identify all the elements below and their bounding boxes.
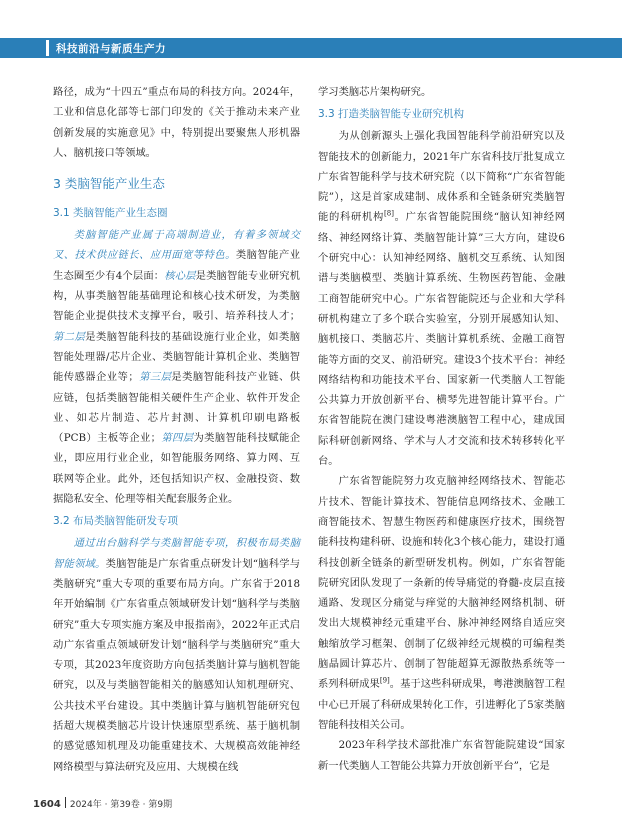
page-footer xyxy=(33,797,172,810)
paragraph: 类脑智能产业属于高端制造业，有着多领域交叉、技术供应链长、应用面宽等特色。类脑智能产业生态圈至少有4个层面：核心层是类脑智能专业研究机构，从事类脑智能基础理论和核心技术研发，为类脑智能企业提供技术支撑平台，吸引、培养科技人才；第二层是类脑智能科技的基础设施行业企业，如类脑智能处理器/芯片企业、类脑智能计算机企业、类脑智能传感器企业等；第三层是类脑智能科技产业链、供应链，包括类脑智能相关硬件生产企业、软件开发企业、如芯片制造、芯片封测、计算机印刷电路板（PCB）主板等企业；第四层为类脑智能科技赋能企业，即应用行业企业，如智能服务网络、算力网、互联网等企业。此外，还包括知识产权、金融投资、数据隐私安全、伦理等相关配套服务企业。 xyxy=(53,229,301,506)
right-column xyxy=(318,82,565,776)
footer-divider xyxy=(65,797,66,808)
paragraph: 为从创新源头上强化我国智能科学前沿研究以及智能技术的创新能力，2021年广东省科技厅批复成立广东省智能科学与技术研究院（以下简称“广东省智能院”），这是首家成建制、成体系和全链条研究类脑智能的科研机构[8]。广东省智能院围绕“脑认知神经网络、神经网络计算、类脑智能计算”三大方向，建设6个研究中心：认知神经网络、脑机交互系统、认知图谱与类脑模型、类脑计算系统、生物医药智能、金融工商智能研究中心。广东省智能院还与企业和大学科研机构建立了多个联合实验室，分别开展感知认知、脑机接口、类脑芯片、类脑计算机系统、金融工商智能等方面的交叉、前沿研究。建设3个技术平台：神经网络结构和功能技术平台、国家新一代类脑人工智能公共算力开放创新平台、横琴先进智能计算平台。广东省智能院在澳门建设粤港澳脑智工程中心，建成国际科研创新网络、学术与人才交流和技术转移转化平台。 xyxy=(318,130,565,468)
lead-sentence: 通过出台脑科学与类脑智能专项，积极布局类脑智能领域。 xyxy=(53,537,300,570)
citation-ref: [8] xyxy=(384,210,394,219)
running-header xyxy=(0,0,622,58)
layer-label: 第四层 xyxy=(160,432,194,445)
paragraph: 广东省智能院努力攻克脑神经网络技术、智能芯片技术、智能计算技术、智能信息网络技术、金融工商智能技术、智慧生物医药和健康医疗技术，围绕智能科技构建科研、设施和转化3个核心能力，建设打通科技创新全链条的新型研发机构。例如，广东省智能院研究团队发现了一条新的传导痛觉的脊髓-皮层直接通路、发现区分痛觉与痒觉的大脑神经网络机制、研发出大规模神经元重建平台、脉冲神经网络自适应突触缩放学习框架、创制了亿级神经元规模的可编程类脑晶圆计算芯片、创制了智能超算无源散热系统等一系列科研成果[9]。基于这些科研成果，粤港澳脑智工程中心已开展了科研成果转化工作，引进孵化了5家类脑智能科技相关公司。 xyxy=(318,475,566,731)
running-title: 科技前沿与新质生产力 xyxy=(56,43,166,55)
paragraph: 路径，成为“十四五”重点布局的科技方向。2024年，工业和信息化部等七部门印发的《关于推动未来产业创新发展的实施意见》中，特别提出要聚焦人形机器人、脑机接口等领域。 xyxy=(53,86,300,159)
subsection-heading: 3.2 布局类脑智能研发专项 xyxy=(53,515,179,528)
paragraph: 通过出台脑科学与类脑智能专项，积极布局类脑智能领域。类脑智能是广东省重点研发计划“脑科学与类脑研究”重大专项的重要布局方向。广东省于2018年开始编制《广东省重点领域研发计划“脑科学与类脑研究”重大专项实施方案及申报指南》，2022年正式启动广东省重点领域研发计划“脑科学与类脑研究”重大专项，其2023年度资助方向包括类脑计算与脑机智能研究，以及与类脑智能相关的脑感知认知机理研究、公共技术平台建设。其中类脑计算与脑机智能研究包括超大规模类脑芯片设计快速原型系统、基于脑机制的感觉感知机理及功能重建技术、大规模高效能神经网络模型与算法研究及应用、大规模在线 xyxy=(53,537,301,773)
header-tick xyxy=(46,40,49,56)
paragraph: 2023年科学技术部批准广东省智能院建设“国家新一代类脑人工智能公共算力开放创新平台”，它是 xyxy=(318,739,565,772)
left-column xyxy=(53,82,300,777)
issue-info: 2024年 · 第39卷 · 第9期 xyxy=(69,800,173,810)
section-heading: 3 类脑智能产业生态 xyxy=(53,176,165,192)
layer-label: 第二层 xyxy=(53,330,86,343)
layer-label: 核心层 xyxy=(164,269,196,282)
citation-ref: [9] xyxy=(379,676,390,685)
subsection-heading: 3.1 类脑智能产业生态圈 xyxy=(53,207,168,220)
lead-sentence: 类脑智能产业属于高端制造业，有着多领域交叉、技术供应链长、应用面宽等特色。 xyxy=(53,229,300,262)
page-number: 1604 xyxy=(33,799,61,810)
subsection-heading: 3.3 打造类脑智能专业研究机构 xyxy=(318,108,465,121)
layer-label: 第三层 xyxy=(138,371,172,384)
paragraph: 学习类脑芯片架构研究。 xyxy=(318,86,432,98)
